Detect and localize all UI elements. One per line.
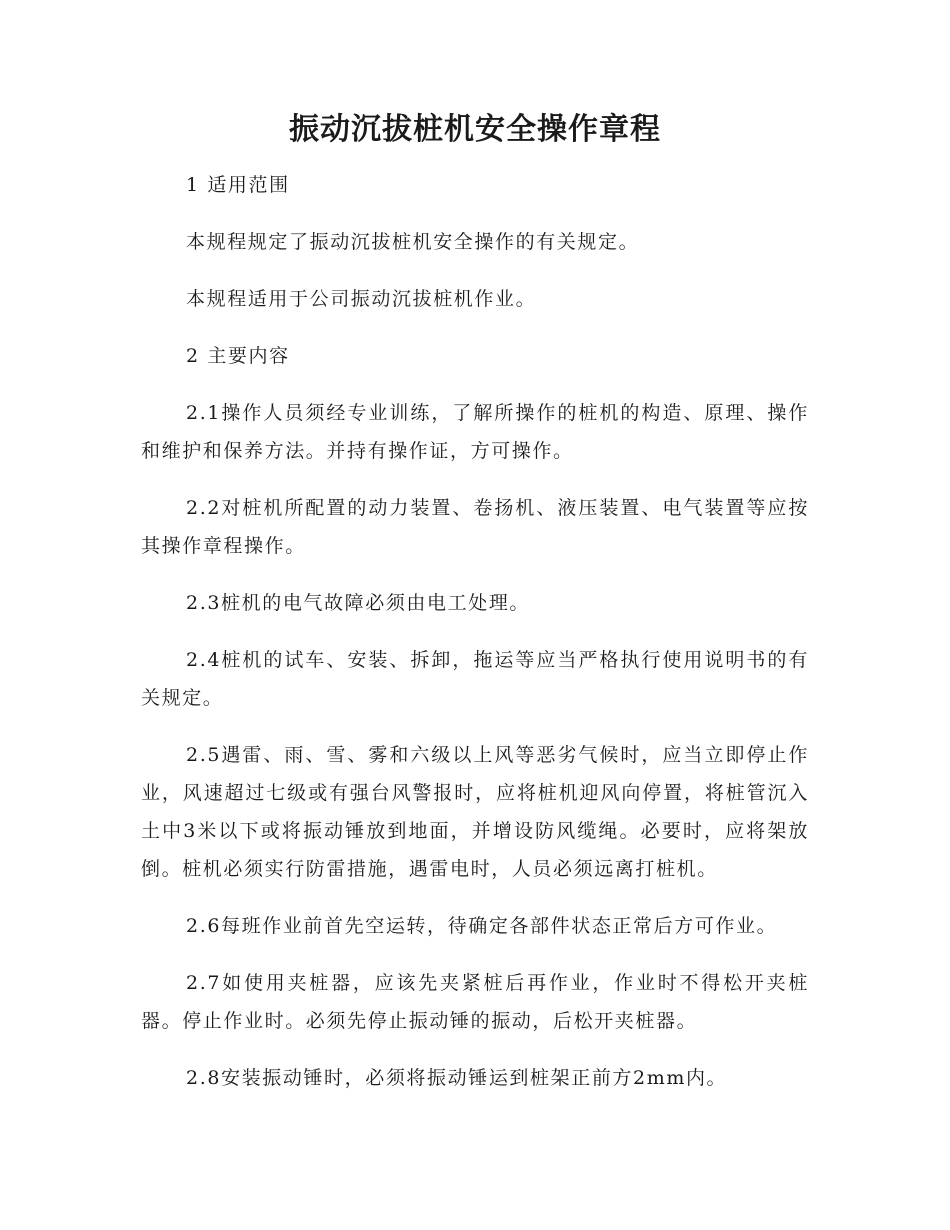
- clause-2-6: 2.6每班作业前首先空运转，待确定各部件状态正常后方可作业。: [186, 915, 778, 937]
- clause-2-1: 2.1操作人员须经专业训练，了解所操作的桩机的构造、原理、操作和维护和保养方法。并持有操作证，方可操作。: [141, 402, 809, 462]
- clause-2-7: 2.7如使用夹桩器，应该先夹紧桩后再作业，作业时不得松开夹桩器。停止作业时。必须先停止振动锤的振动，后松开夹桩器。: [141, 972, 809, 1032]
- section-heading-scope: 1 适用范围: [186, 174, 290, 196]
- clause-2-2: 2.2对桩机所配置的动力装置、卷扬机、液压装置、电气装置等应按其操作章程操作。: [141, 497, 809, 557]
- clause-2-4: 2.4桩机的试车、安装、拆卸，拖运等应当严格执行使用说明书的有关规定。: [141, 649, 809, 709]
- section-heading-main-content: 2 主要内容: [186, 345, 290, 367]
- clause-2-5: 2.5遇雷、雨、雪、雾和六级以上风等恶劣气候时，应当立即停止作业，风速超过七级或有强台风警报时，应将桩机迎风向停置，将桩管沉入土中3米以下或将振动锤放到地面，并增设防风缆绳。必要时，应将架放倒。桩机必须实行防雷措施，遇雷电时，人员必须远离打桩机。: [141, 744, 809, 880]
- document-body: [141, 166, 809, 1116]
- paragraph-scope-applicability: 本规程适用于公司振动沉拔桩机作业。: [186, 288, 537, 310]
- clause-2-8: 2.8安装振动锤时，必须将振动锤运到桩架正前方2mm内。: [186, 1067, 728, 1089]
- paragraph-scope-definition: 本规程规定了振动沉拔桩机安全操作的有关规定。: [186, 231, 640, 253]
- clause-2-3: 2.3桩机的电气故障必须由电工处理。: [186, 592, 531, 614]
- document-title: 振动沉拔桩机安全操作章程: [289, 112, 661, 147]
